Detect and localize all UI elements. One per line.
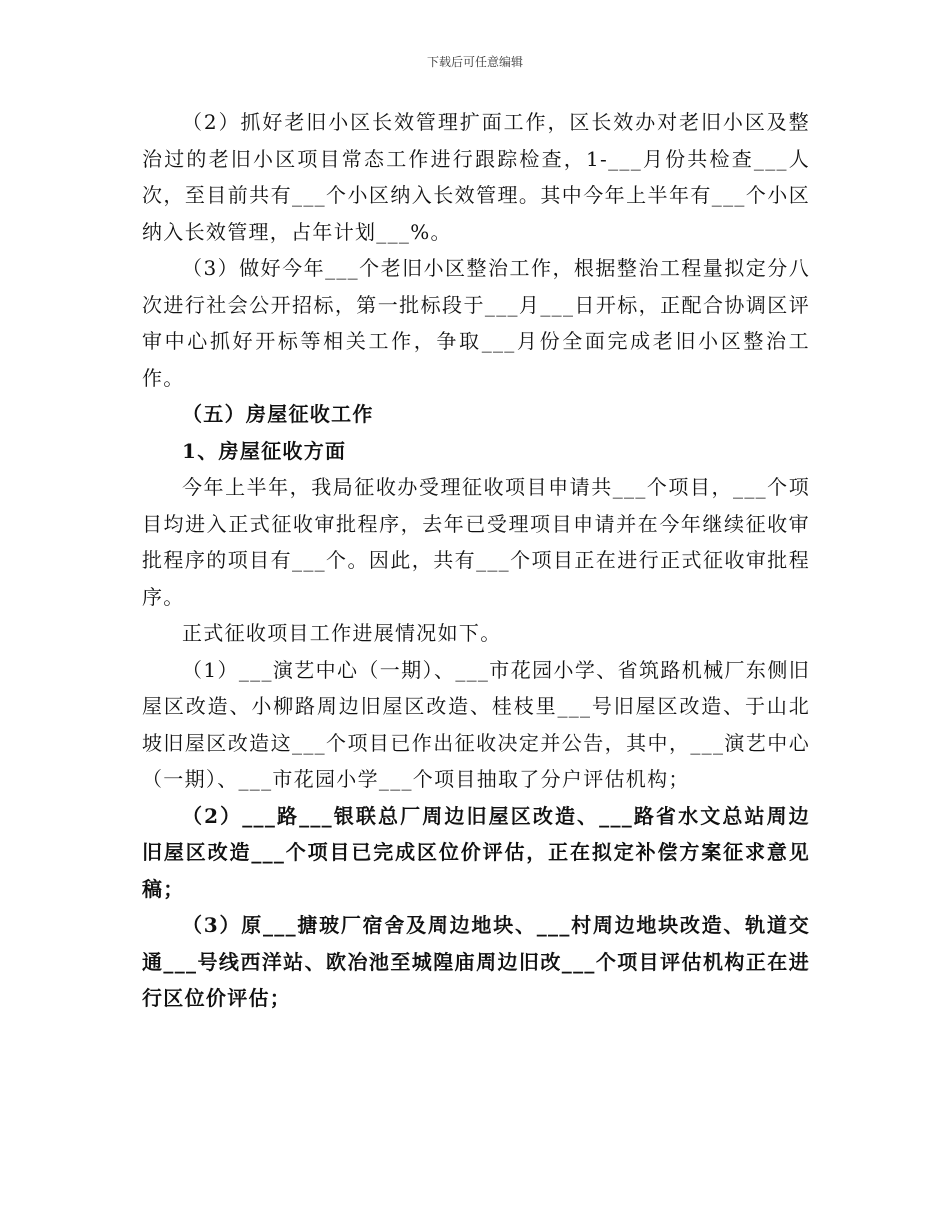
paragraph-old-community-renovation: （3）做好今年___个老旧小区整治工作，根据整治工程量拟定分八次进行社会公开招标，第一批标段于___月___日开标，正配合协调区评审中心抓好开标等相关工作，争取___月份全面完成老旧小区整治工作。 <box>142 256 810 390</box>
paragraph-progress-item-1: （1）___演艺中心（一期）、___市花园小学、省筑路机械厂东侧旧屋区改造、小柳路周边旧屋区改造、桂枝里___号旧屋区改造、于山北坡旧屋区改造这___个项目已作出征收决定并公告，其中，___演艺中心（一期）、___市花园小学___个项目抽取了分户评估机构； <box>142 657 810 791</box>
paragraph-old-community-management: （2）抓好老旧小区长效管理扩面工作，区长效办对老旧小区及整治过的老旧小区项目常态工作进行跟踪检查，1-___月份共检查___人次，至目前共有___个小区纳入长效管理。其中今年上半年有___个小区纳入长效管理，占年计划___%。 <box>142 110 810 244</box>
page-header: 下载后可任意编辑 <box>426 55 523 69</box>
paragraph-expropriation-summary: 今年上半年，我局征收办受理征收项目申请共___个项目，___个项目均进入正式征收审批程序，去年已受理项目申请并在今年继续征收审批程序的项目有___个。因此，共有___个项目正在进行正式征收审批程序。 <box>142 475 810 609</box>
paragraph-progress-intro: 正式征收项目工作进展情况如下。 <box>182 621 502 645</box>
document-body <box>142 104 810 1017</box>
section-heading-housing-expropriation: （五）房屋征收工作 <box>182 402 374 426</box>
paragraph-progress-item-2: （2）___路___银联总厂周边旧屋区改造、___路省水文总站周边旧屋区改造___个项目已完成区位价评估，正在拟定补偿方案征求意见稿； <box>142 803 810 901</box>
paragraph-progress-item-3: （3）原___搪玻厂宿舍及周边地块、___村周边地块改造、轨道交通___号线西洋站、欧冶池至城隍庙周边旧改___个项目评估机构正在进行区位价评估； <box>142 913 810 1010</box>
subsection-heading-expropriation: 1、房屋征收方面 <box>182 438 347 463</box>
